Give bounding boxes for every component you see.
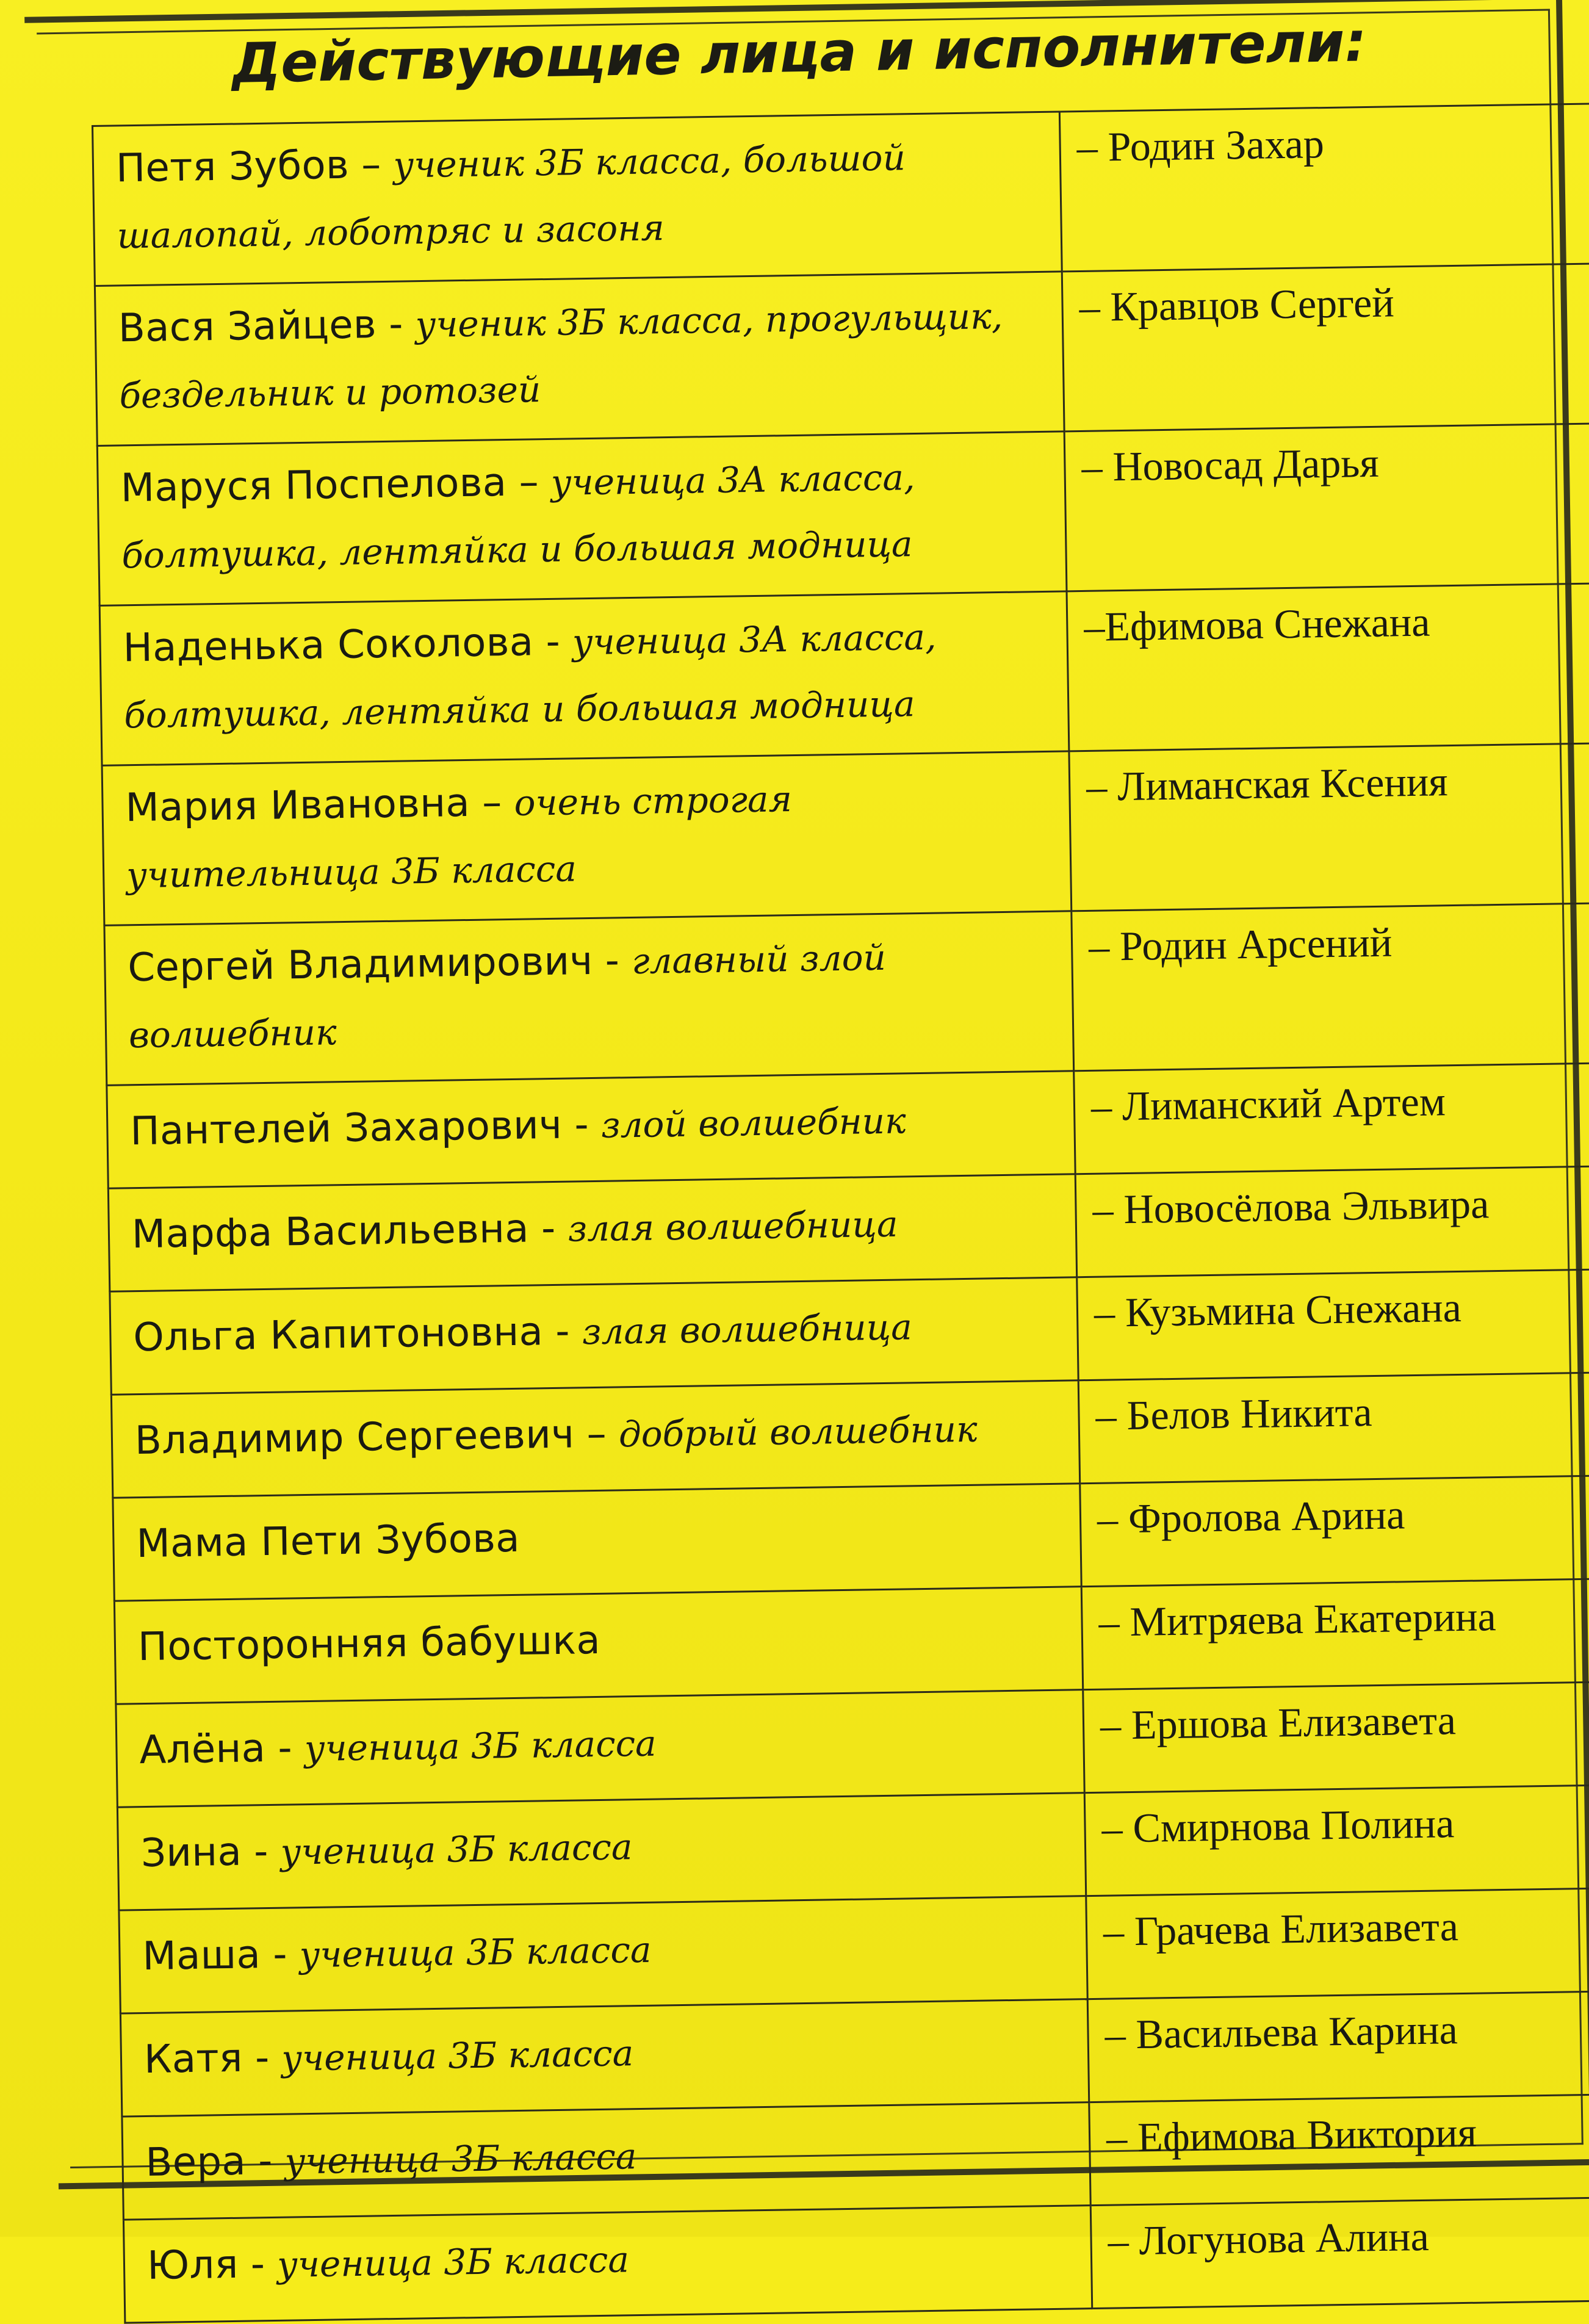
actor-cell: [1083, 1681, 1589, 1793]
actor-cell: [1084, 1785, 1589, 1896]
role-cell: [122, 2102, 1090, 2220]
character-description: злая волшебница: [568, 1203, 898, 1250]
character-name: Владимир Сергеевич: [134, 1412, 575, 1464]
role-cell: [102, 751, 1072, 925]
actor-name: – Смирнова Полина: [1101, 1800, 1455, 1852]
character-name: Зина: [140, 1829, 242, 1877]
cast-table: [92, 103, 1589, 2324]
role-cell: [116, 1690, 1084, 1807]
role-cell: [123, 2206, 1092, 2323]
cast-row: [102, 743, 1589, 925]
actor-cell: [1081, 1578, 1589, 1690]
cast-row: [97, 423, 1589, 605]
separator: -: [245, 2138, 286, 2184]
character-name: Наденька Соколова: [123, 619, 534, 671]
role-cell: [119, 1896, 1087, 2013]
separator: -: [592, 938, 632, 984]
character-name: Ольга Капитоновна: [132, 1309, 544, 1361]
actor-name: –Ефимова Снежана: [1083, 598, 1430, 650]
actor-name: – Лиманский Артем: [1090, 1078, 1446, 1130]
actor-name: – Родин Захар: [1076, 120, 1325, 171]
character-name: Петя Зубов: [115, 142, 350, 192]
actor-name: – Кузьмина Снежана: [1094, 1283, 1462, 1336]
character-description: ученик 3Б класса, прогульщик, бездельник и ротозей: [119, 295, 1003, 417]
character-description: ученица 3Б класса: [276, 2239, 630, 2286]
actor-cell: [1059, 103, 1589, 272]
actor-name: – Грачева Елизавета: [1103, 1903, 1459, 1955]
actor-cell: [1090, 2197, 1589, 2309]
separator: -: [260, 1932, 300, 1978]
actor-name: – Новосёлова Эльвира: [1092, 1180, 1490, 1233]
character-description: добрый волшебник: [618, 1408, 978, 1456]
actor-cell: [1064, 423, 1589, 591]
actor-cell: [1069, 743, 1589, 911]
character-description: злая волшебница: [582, 1306, 913, 1353]
character-name: Вася Зайцев: [118, 302, 377, 352]
actor-cell: [1080, 1475, 1589, 1587]
character-description: ученица 3А класса, болтушка, лентяйка и большая модница: [123, 616, 937, 737]
cast-row: [95, 263, 1589, 446]
character-description: ученица 3А класса, болтушка, лентяйка и большая модница: [121, 457, 915, 577]
actor-name: – Митряева Екатерина: [1098, 1593, 1497, 1645]
character-name: Маруся Поспелова: [120, 460, 507, 511]
actor-name: – Лиманская Ксения: [1086, 758, 1448, 810]
cast-table-wrapper: [92, 104, 1582, 2324]
character-name: Мария Ивановна: [125, 780, 470, 831]
character-description: ученица 3Б класса: [304, 1722, 657, 1770]
separator: -: [241, 1828, 281, 1875]
character-name: Алёна: [139, 1726, 266, 1774]
character-name: Пантелей Захарович: [129, 1102, 563, 1155]
character-description: ученик 3Б класса, большой шалопай, лоботряс и засоня: [117, 137, 906, 257]
actor-name: – Логунова Алина: [1108, 2212, 1430, 2264]
actor-name: – Ефимова Виктория: [1106, 2109, 1477, 2161]
actor-cell: [1067, 583, 1589, 751]
page-title: Действующие лица и исполнители:: [231, 10, 1367, 96]
actor-cell: [1078, 1372, 1589, 1484]
role-cell: [120, 1999, 1089, 2116]
actor-name: – Фролова Арина: [1097, 1491, 1405, 1542]
actor-cell: [1086, 1888, 1589, 1999]
actor-cell: [1077, 1269, 1589, 1380]
actor-name: – Родин Арсений: [1088, 918, 1393, 970]
character-description: главный злой волшебник: [128, 936, 887, 1056]
character-name: Маша: [142, 1932, 261, 1980]
actor-name: – Васильева Карина: [1104, 2006, 1458, 2058]
character-name: Мама Пети Зубова: [135, 1515, 521, 1567]
cast-row: [123, 2197, 1589, 2323]
separator: –: [469, 779, 515, 826]
separator: -: [542, 1308, 583, 1355]
role-cell: [111, 1380, 1079, 1498]
actor-name: – Кравцов Сергей: [1079, 279, 1395, 331]
character-name: Сергей Владимирович: [127, 938, 593, 991]
actor-cell: [1075, 1166, 1589, 1277]
character-description: очень строгая учительница 3Б класса: [126, 778, 793, 897]
character-name: Посторонняя бабушка: [137, 1617, 601, 1670]
actor-cell: [1062, 263, 1589, 431]
separator: -: [533, 619, 573, 665]
role-cell: [104, 911, 1074, 1085]
separator: -: [376, 301, 416, 348]
actor-name: – Ершова Елизавета: [1100, 1697, 1457, 1748]
separator: -: [237, 2241, 278, 2287]
separator: –: [574, 1411, 619, 1457]
role-cell: [114, 1587, 1083, 1704]
character-name: Юля: [146, 2242, 239, 2289]
character-description: ученица 3Б класса: [280, 1826, 633, 1873]
role-cell: [108, 1174, 1076, 1291]
separator: -: [242, 2035, 282, 2081]
role-cell: [99, 591, 1069, 765]
cast-row: [104, 903, 1589, 1085]
role-cell: [97, 431, 1067, 605]
character-description: ученица 3Б класса: [284, 2135, 637, 2182]
separator: –: [506, 459, 552, 505]
character-name: Вера: [145, 2138, 247, 2186]
role-cell: [93, 112, 1062, 286]
actor-name: – Новосад Дарья: [1081, 439, 1380, 490]
character-description: ученица 3Б класса: [299, 1929, 652, 1976]
separator: -: [265, 1725, 305, 1772]
character-name: Марфа Васильевна: [131, 1206, 530, 1258]
separator: -: [561, 1102, 602, 1148]
character-description: ученица 3Б класса: [281, 2032, 634, 2079]
role-cell: [107, 1071, 1075, 1188]
actor-cell: [1087, 1991, 1589, 2102]
character-description: злой волшебник: [600, 1100, 907, 1146]
character-name: Катя: [143, 2035, 243, 2083]
actor-cell: [1089, 2094, 1589, 2206]
role-cell: [117, 1793, 1086, 1910]
actor-cell: [1072, 903, 1589, 1071]
cast-row: [93, 103, 1589, 286]
separator: –: [348, 142, 394, 188]
actor-name: – Белов Никита: [1095, 1388, 1373, 1439]
role-cell: [113, 1484, 1081, 1601]
role-cell: [110, 1277, 1078, 1395]
separator: -: [528, 1205, 569, 1252]
role-cell: [95, 272, 1064, 446]
cast-row: [99, 583, 1589, 765]
actor-cell: [1074, 1063, 1589, 1174]
